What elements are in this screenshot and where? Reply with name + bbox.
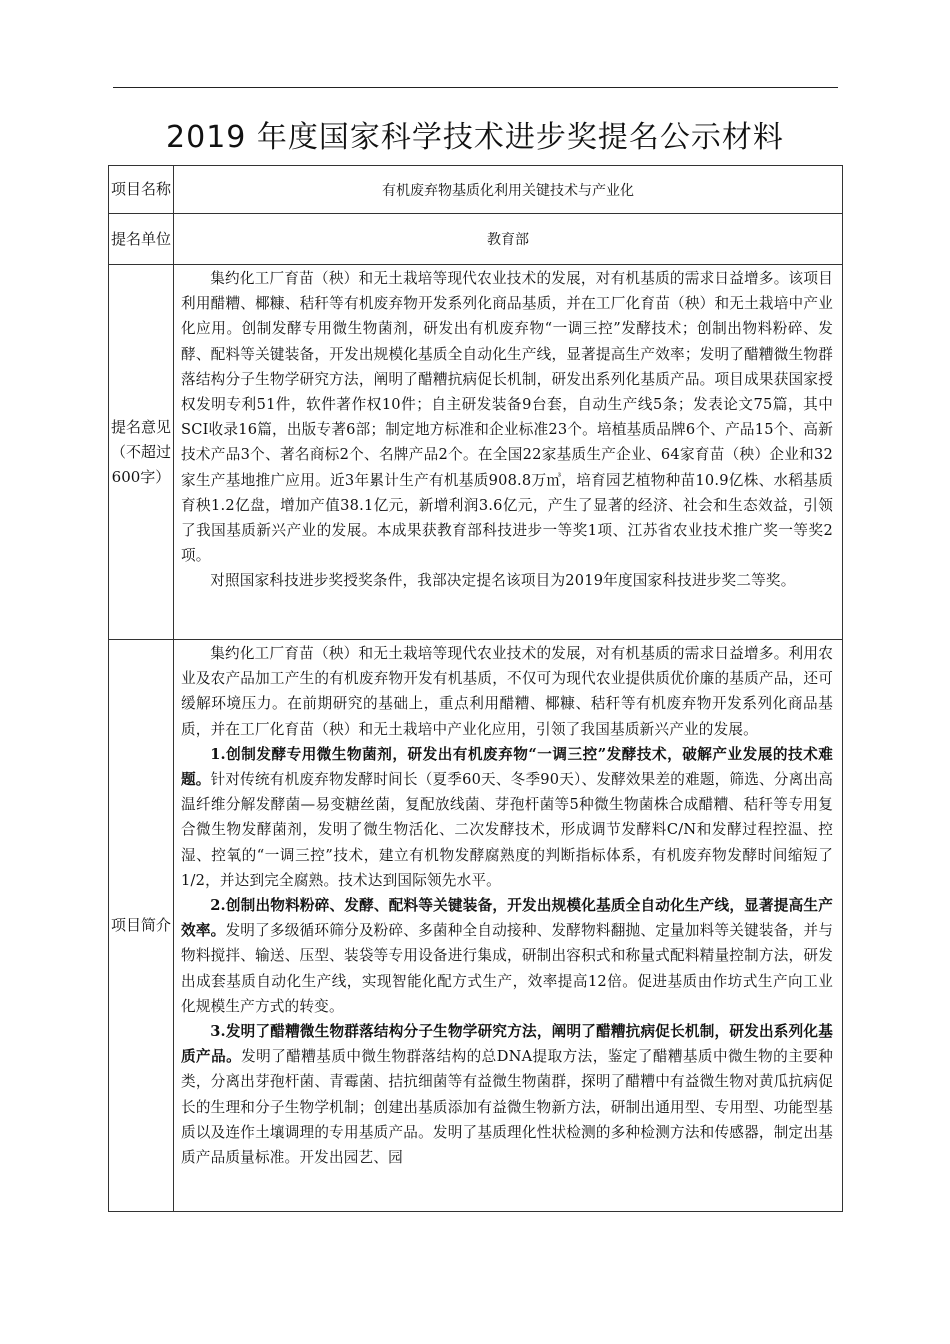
- row-nomination-opinion: [109, 265, 843, 640]
- label-nominating-unit: 提名单位: [109, 214, 174, 265]
- nominating-unit-value: 教育部: [174, 214, 843, 265]
- intro-point-1-text: 针对传统有机废弃物发酵时间长（夏季60天、冬季90天）、发酵效果差的难题，筛选、分离出高温纤维分解发酵菌—易变糖丝菌，复配放线菌、芽孢杆菌等5种微生物菌株合成醋糟、秸秆等专用复合微生物发酵菌剂，发明了微生物活化、二次发酵技术，形成调节发酵料C/N和发酵过程控温、控湿、控氧的“一调三控”技术，建立有机物发酵腐熟度的判断指标体系，有机废弃物发酵时间缩短了1/2，并达到完全腐熟。技术达到国际领先水平。: [181, 771, 833, 889]
- label-project-intro: 项目简介: [109, 640, 174, 1212]
- intro-point-2-heading: 2.创制出物料粉碎、发酵、配料等关键装备，开发出规模化基质全自动化生产线，显著提高生产效率。: [181, 897, 833, 940]
- intro-point-3-text: 发明了醋糟基质中微生物群落结构的总DNA提取方法，鉴定了醋糟基质中微生物的主要种类，分离出芽孢杆菌、青霉菌、拮抗细菌等有益微生物菌群，探明了醋糟中有益微生物对黄瓜抗病促长的生理和分子生物学机制；创建出基质添加有益微生物新方法，研制出通用型、专用型、功能型基质以及连作土壤调理的专用基质产品。发明了基质理化性状检测的多种检测方法和传感器，制定出基质产品质量标准。开发出园艺、园: [181, 1048, 833, 1167]
- label-project-name: 项目名称: [109, 166, 174, 214]
- label-nomination-opinion: 提名意见（不超过600字）: [109, 265, 174, 640]
- opinion-paragraph: 对照国家科技进步奖授奖条件，我部决定提名该项目为2019年度国家科技进步奖二等奖。: [210, 572, 796, 590]
- intro-point-3-heading: 3.发明了醋糟微生物群落结构分子生物学研究方法，阐明了醋糟抗病促长机制，研发出系列化基质产品。: [181, 1023, 833, 1066]
- intro-point-1: [174, 742, 842, 893]
- row-nominating-unit: [109, 214, 843, 265]
- opinion-paragraph: 集约化工厂育苗（秧）和无土栽培等现代农业技术的发展，对有机基质的需求日益增多。该项目利用醋糟、椰糠、秸秆等有机废弃物开发系列化商品基质，并在工厂化育苗（秧）和无土栽培中产业化应用。创制发酵专用微生物菌剂，研发出有机废弃物“一调三控”发酵技术；创制出物料粉碎、发酵、配料等关键装备，开发出规模化基质全自动化生产线，显著提高生产效率；发明了醋糟微生物群落结构分子生物学研究方法，阐明了醋糟抗病促长机制，研发出系列化基质产品。项目成果获国家授权发明专利51件，软件著作权10件；自主研发装备9台套，自动生产线5条；发表论文75篇，其中SCI收录16篇，出版专著6部；制定地方标准和企业标准23个。培植基质品牌6个、产品15个、高新技术产品3个、著名商标2个、名牌产品2个。在全国22家基质生产企业、64家育苗（秧）企业和32家生产基地推广应用。近3年累计生产有机基质908.8万㎥，培育园艺植物种苗10.9亿株、水稻基质育秧1.2亿盘，增加产值38.1亿元，新增利润3.6亿元，产生了显著的经济、社会和生态效益，引领了我国基质新兴产业的发展。本成果获教育部科技进步一等奖1项、江苏省农业技术推广奖一等奖2项。: [181, 270, 833, 565]
- project-intro-cell: [174, 640, 843, 1212]
- row-project-name: [109, 166, 843, 214]
- intro-point-2-text: 发明了多级循环筛分及粉碎、多菌种全自动接种、发酵物料翻抛、定量加料等关键装备，并与物料搅拌、输送、压型、装袋等专用设备进行集成，研制出容积式和称量式配料精量控制方法，研发出成套基质自动化生产线，实现智能化配方式生产，效率提高12倍。促进基质由作坊式生产向工业化规模生产方式的转变。: [181, 922, 833, 1015]
- nomination-opinion-cell: [174, 265, 843, 640]
- header-rule: [113, 87, 838, 88]
- nomination-form-table: [108, 165, 843, 1212]
- intro-point-3: [174, 1019, 842, 1170]
- project-name-value: 有机废弃物基质化利用关键技术与产业化: [174, 166, 843, 214]
- document-title: 2019 年度国家科学技术进步奖提名公示材料: [166, 120, 784, 155]
- row-project-intro: [109, 640, 843, 1212]
- intro-point-2: [174, 893, 842, 1019]
- intro-paragraph: 集约化工厂育苗（秧）和无土栽培等现代农业技术的发展，对有机基质的需求日益增多。利用农业及农产品加工产生的有机废弃物开发有机基质，不仅可为现代农业提供质优价廉的基质产品，还可缓解环境压力。在前期研究的基础上，重点利用醋糟、椰糠、秸秆等有机废弃物开发系列化商品基质，并在工厂化育苗（秧）和无土栽培中产业化应用，引领了我国基质新兴产业的发展。: [181, 645, 833, 738]
- intro-point-1-heading: 1.创制发酵专用微生物菌剂，研发出有机废弃物“一调三控”发酵技术，破解产业发展的技术难题。: [181, 745, 833, 789]
